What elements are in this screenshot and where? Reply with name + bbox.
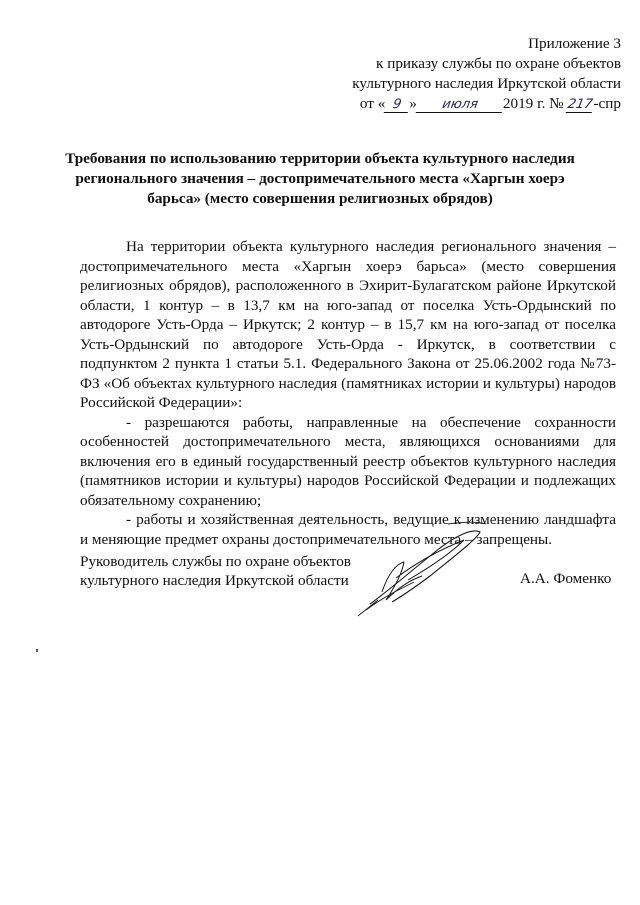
appendix-order-ref: к приказу службы по охране объектов <box>376 55 621 72</box>
signatory-role <box>80 552 351 590</box>
handwritten-day: 9 <box>384 98 411 113</box>
date-prefix: от « <box>359 95 386 112</box>
handwritten-order-number: 217 <box>566 97 595 112</box>
appendix-number: Приложение 3 <box>528 35 621 52</box>
scan-speck <box>36 649 38 652</box>
signatory-name: А.А. Фоменко <box>520 570 612 587</box>
signatory-role-line1: Руководитель службы по охране объектов <box>80 553 351 570</box>
body-paragraph-allowed: - разрешаются работы, направленные на обеспечение сохранности особенностей достопримечательного места, являющихся основаниями для включения его в единый государственный реестр объектов культурного наследия (памятников истории и культуры) народов Российской Федерации и подлежащих обязательному сохранению; <box>80 413 616 509</box>
body-paragraph-forbidden: - работы и хозяйственная деятельность, ведущие к изменению ландшафта и меняющие предмет охраны достопримечательного места – запрещены. <box>80 511 616 548</box>
body-paragraph-main: На территории объекта культурного наследия регионального значения – достопримечательного места «Харгын хоерэ барьса» (место совершения религиозных обрядов), расположенного в Эхирит-Булагатском районе Иркутской области, 1 контур – в 13,7 км на юго-запад от поселка Усть-Ордынский по автодороге Усть-Орда – Иркутск; 2 контур – в 15,7 км на юго-запад от поселка Усть-Ордынский по автодороге Усть-Орда - Иркутск, в соответствии с подпунктом 2 пункта 1 статьи 5.1. Федерального Закона от 25.06.2002 года №73-ФЗ «Об объектах культурного наследия (памятниках истории и культуры) народов Российской Федерации»: <box>80 238 616 411</box>
document-title: Требования по использованию территории объекта культурного наследия регионального значения – достопримечательного места «Харгын хоерэ барьса» (место совершения религиозных обрядов) <box>65 150 575 207</box>
handwritten-signature <box>352 518 502 618</box>
order-suffix: -спр <box>593 95 621 112</box>
handwritten-month: июля <box>416 98 505 113</box>
appendix-date-line <box>352 94 621 114</box>
document-body <box>80 237 616 549</box>
appendix-header <box>352 34 621 114</box>
appendix-authority: культурного наследия Иркутской области <box>352 75 621 92</box>
date-year: 2019 г. № <box>502 95 564 112</box>
date-mid: » <box>409 95 417 112</box>
signatory-role-line2: культурного наследия Иркутской области <box>80 572 349 589</box>
